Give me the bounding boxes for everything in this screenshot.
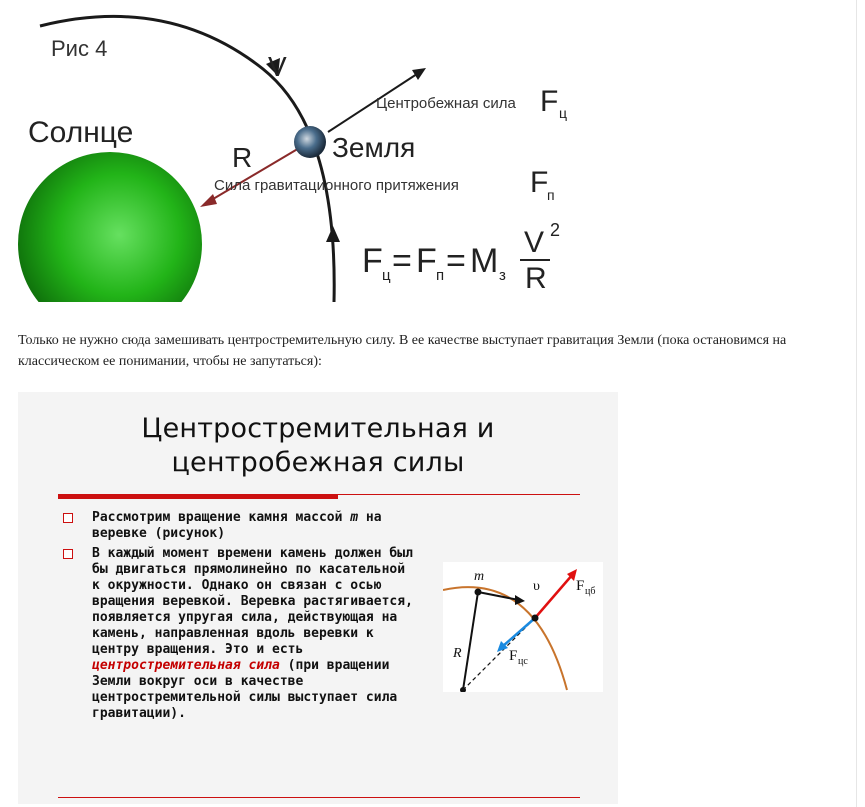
- radius-label: R: [453, 646, 462, 661]
- gravity-symbol: F: [530, 166, 549, 199]
- stone-point: [475, 589, 482, 596]
- sun-label: Солнце: [28, 116, 134, 149]
- rope-line: [463, 592, 478, 690]
- formula-f1: F: [362, 242, 383, 280]
- gravity-subscript: п: [547, 187, 555, 203]
- formula-s2: п: [436, 267, 445, 284]
- formula-m: M: [470, 242, 499, 280]
- gravity-label: Сила гравитационного притяжения: [214, 177, 459, 194]
- bullet1-text-b: на веревке (рисунок): [92, 510, 382, 541]
- stone-rotation-svg: [443, 562, 603, 692]
- slide-red-line: [338, 494, 580, 495]
- sun-earth-svg: [18, 14, 580, 302]
- slide-bullet-2: [60, 546, 420, 722]
- slide-title-line2: центробежная силы: [171, 447, 465, 478]
- body-paragraph: Только не нужно сюда замешивать центростремительную силу. В ее качестве выступает гравитация Земли (пока остановимся на классическом ее понимании, чтобы не запутаться):: [18, 333, 787, 369]
- sun-sphere: [18, 152, 202, 302]
- formula-num: V: [524, 226, 545, 259]
- bullet1-mass: m: [350, 510, 359, 525]
- f-cs-label: F: [509, 648, 518, 664]
- centrifugal-symbol: F: [540, 85, 559, 118]
- f-cb-label: F: [576, 578, 585, 594]
- centrifugal-label: Центробежная сила: [376, 95, 516, 112]
- f-cs-subscript: цс: [518, 656, 528, 667]
- slide-bullet-list: [60, 510, 420, 726]
- page-right-border: [856, 0, 865, 807]
- bullet-square-icon: [63, 513, 73, 523]
- velocity-vector-head: [515, 595, 525, 605]
- bullet2-text-b: (при вращении Земли вокруг оси в качестве центростремительной силы выступает сила гравитации).: [92, 658, 398, 721]
- velocity-label: υ: [533, 579, 540, 594]
- bullet2-text-a: В каждый момент времени камень должен был бы двигаться прямолинейно по касательной к окружности. Однако он связан с осью вращения веревкой. Веревка растягивается, появляется упругая сила, действующая на камень, направленная вдоль веревки к центру вращения. Это и есть: [92, 546, 413, 657]
- f-cb-subscript: цб: [585, 586, 596, 597]
- f-cb-vector: [535, 574, 573, 618]
- f-cs-vector: [503, 618, 535, 646]
- slide-title: [18, 412, 618, 480]
- bullet2-highlight: центростремительная сила: [92, 658, 280, 673]
- bullet1-text-a: Рассмотрим вращение камня массой: [92, 510, 351, 525]
- slide-bullet-1: [60, 510, 420, 542]
- figure-label: Рис 4: [51, 36, 108, 61]
- formula-f2: F: [416, 242, 437, 280]
- slide-red-bar: [58, 494, 338, 499]
- slide-red-line-bottom: [58, 797, 580, 798]
- formula-pow: 2: [550, 220, 561, 240]
- stone-rotation-figure: [443, 562, 603, 692]
- orbit-arrowhead-lower: [326, 226, 340, 242]
- centrifugal-arrowhead: [412, 68, 426, 80]
- centrifugal-subscript: ц: [559, 105, 568, 121]
- gravity-arrowhead: [200, 194, 217, 207]
- formula-s1: ц: [382, 267, 391, 284]
- slide-title-line1: Центростремительная и: [141, 413, 495, 444]
- formula-ms: з: [499, 267, 506, 284]
- velocity-label: V: [268, 51, 287, 82]
- rim-point: [532, 615, 539, 622]
- earth-label: Земля: [332, 132, 416, 163]
- formula-den: R: [525, 262, 547, 295]
- radius-label: R: [232, 142, 253, 173]
- slide-image: [18, 392, 618, 804]
- earth-sphere: [294, 126, 326, 158]
- sun-earth-figure: [18, 14, 580, 302]
- formula-eq2: =: [446, 242, 466, 280]
- mass-label: m: [474, 569, 485, 584]
- formula-eq1: =: [392, 242, 412, 280]
- bullet-square-icon: [63, 549, 73, 559]
